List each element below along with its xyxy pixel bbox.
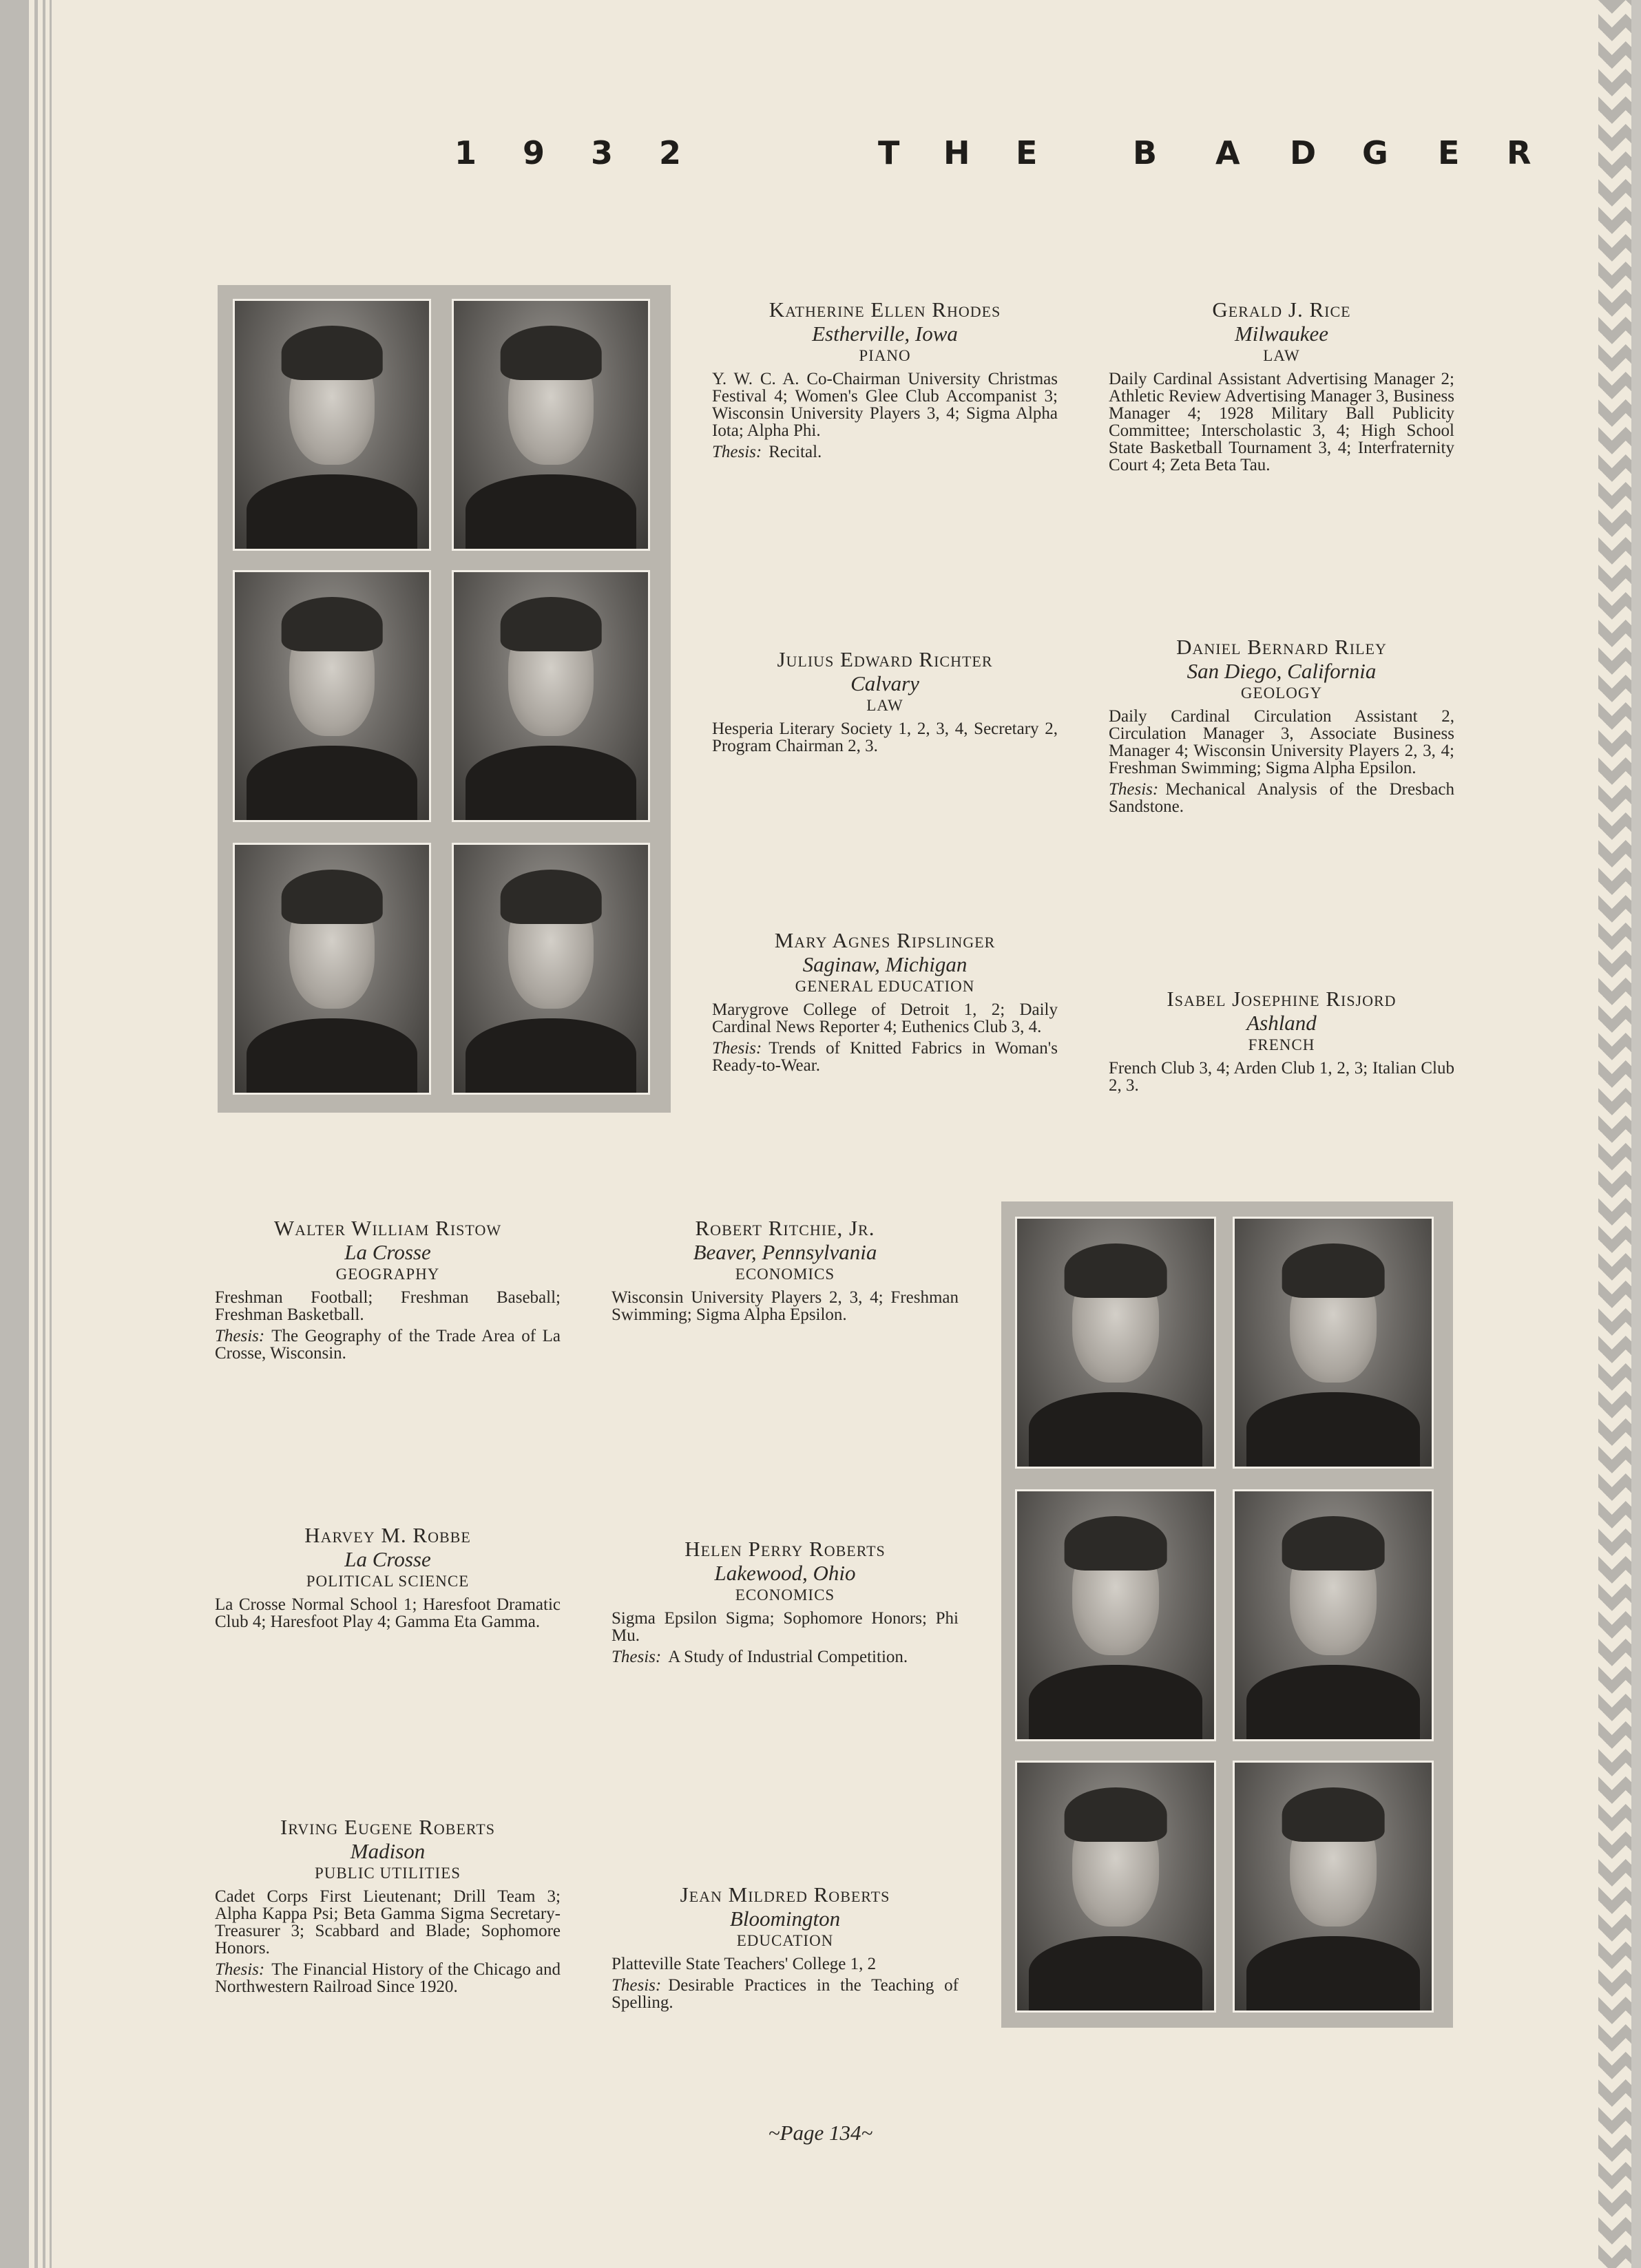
entry-name: Julius Edward Richter bbox=[777, 647, 993, 671]
entry-name: Robert Ritchie, Jr. bbox=[695, 1216, 875, 1240]
entry-activities: Marygrove College of Detroit 1, 2; Daily Cardinal News Reporter 4; Euthenics Club 3, 4. bbox=[712, 1000, 1058, 1036]
entry-activities: Daily Cardinal Assistant Advertising Manager 2; Athletic Review Advertising Manager 3, Business Manager 4; 1928 Military Ball Publicity Committee; Interscholastic 3, 4; High School State Basketball Tournament 3, 4; Interfraternity Court 4; Zeta Beta Tau. bbox=[1109, 370, 1454, 474]
entry-riley bbox=[1109, 635, 1454, 815]
entry-town: Beaver, Pennsylvania bbox=[693, 1240, 877, 1264]
entry-name: Isabel Josephine Risjord bbox=[1167, 987, 1397, 1011]
entry-activities: Hesperia Literary Society 1, 2, 3, 4, Secretary 2, Program Chairman 2, 3. bbox=[712, 720, 1058, 755]
entry-name: Irving Eugene Roberts bbox=[280, 1815, 495, 1839]
photo-panel-top bbox=[218, 285, 671, 1113]
portrait-helen-roberts bbox=[1233, 1489, 1434, 1741]
portrait-ripslinger bbox=[233, 843, 431, 1095]
entry-risjord bbox=[1109, 987, 1454, 1094]
entry-activities: Cadet Corps First Lieutenant; Drill Team 3; Alpha Kappa Psi; Beta Gamma Sigma Secretary-Treasurer 3; Scabbard and Blade; Sophomore Honors. bbox=[215, 1887, 561, 1957]
entry-thesis: Thesis: Mechanical Analysis of the Dresbach Sandstone. bbox=[1109, 780, 1454, 816]
entry-richter bbox=[712, 647, 1058, 755]
entry-major: ECONOMICS bbox=[735, 1266, 835, 1283]
entry-name: Walter William Ristow bbox=[273, 1216, 502, 1240]
entry-thesis: Thesis: Desirable Practices in the Teaching of Spelling. bbox=[612, 1976, 959, 2012]
entry-rhodes bbox=[712, 297, 1058, 461]
entry-name: Jean Mildred Roberts bbox=[680, 1882, 890, 1907]
entry-town: Estherville, Iowa bbox=[812, 322, 958, 346]
entry-major: ECONOMICS bbox=[735, 1586, 835, 1604]
entry-ripslinger bbox=[712, 928, 1058, 1074]
portrait-irving-roberts bbox=[1015, 1761, 1216, 2013]
entry-activities: Sigma Epsilon Sigma; Sophomore Honors; Phi Mu. bbox=[612, 1609, 959, 1645]
entry-activities: La Crosse Normal School 1; Haresfoot Dramatic Club 4; Haresfoot Play 4; Gamma Eta Gamma. bbox=[215, 1595, 561, 1631]
entry-irving-roberts bbox=[215, 1815, 561, 1995]
photo-panel-bottom bbox=[1001, 1201, 1453, 2028]
header-year: 1 9 3 2 bbox=[454, 134, 682, 171]
entry-name: Daniel Bernard Riley bbox=[1176, 635, 1387, 659]
entry-robbe bbox=[215, 1523, 561, 1630]
header-title: T H E B A D G E R bbox=[878, 134, 1532, 171]
entry-town: Calvary bbox=[850, 671, 919, 695]
entry-major: PIANO bbox=[859, 347, 911, 364]
entry-major: LAW bbox=[1263, 347, 1300, 364]
entry-town: Lakewood, Ohio bbox=[714, 1561, 856, 1585]
entry-major: GEOLOGY bbox=[1240, 684, 1323, 702]
entry-town: San Diego, California bbox=[1187, 659, 1377, 683]
entry-activities: Y. W. C. A. Co-Chairman University Christmas Festival 4; Women's Glee Club Accompanist 3; Wisconsin University Players 3, 4; Sigma Alpha Iota; Alpha Phi. bbox=[712, 370, 1058, 440]
entry-major: POLITICAL SCIENCE bbox=[306, 1573, 470, 1590]
entry-thesis: Thesis: The Geography of the Trade Area of La Crosse, Wisconsin. bbox=[215, 1327, 561, 1363]
entry-ristow bbox=[215, 1216, 561, 1362]
left-decorative-border bbox=[0, 0, 55, 2268]
portrait-rhodes bbox=[233, 299, 431, 551]
portrait-richter bbox=[233, 570, 431, 822]
entry-town: Madison bbox=[350, 1839, 426, 1863]
entry-name: Harvey M. Robbe bbox=[304, 1523, 471, 1547]
entry-major: PUBLIC UTILITIES bbox=[314, 1865, 461, 1882]
entry-town: Bloomington bbox=[729, 1907, 841, 1931]
entry-activities: Wisconsin University Players 2, 3, 4; Freshman Swimming; Sigma Alpha Epsilon. bbox=[612, 1288, 959, 1324]
portrait-risjord bbox=[452, 843, 650, 1095]
entry-thesis: Thesis: Recital. bbox=[712, 443, 822, 461]
entry-thesis: Thesis: A Study of Industrial Competition. bbox=[612, 1648, 908, 1666]
entry-activities: Platteville State Teachers' College 1, 2 bbox=[612, 1955, 877, 1973]
entry-rice bbox=[1109, 297, 1454, 474]
entry-major: FRENCH bbox=[1248, 1036, 1315, 1053]
entry-ritchie bbox=[612, 1216, 959, 1323]
entry-major: EDUCATION bbox=[736, 1932, 834, 1949]
entry-town: La Crosse bbox=[344, 1547, 431, 1571]
entry-helen-roberts bbox=[612, 1537, 959, 1666]
entry-name: Katherine Ellen Rhodes bbox=[769, 297, 1001, 322]
entry-thesis: Thesis: The Financial History of the Chicago and Northwestern Railroad Since 1920. bbox=[215, 1960, 561, 1996]
right-edge-band bbox=[1631, 0, 1641, 2268]
entry-major: LAW bbox=[866, 697, 903, 714]
entry-town: Saginaw, Michigan bbox=[802, 952, 968, 976]
portrait-rice bbox=[452, 299, 650, 551]
entry-major: GEOGRAPHY bbox=[335, 1266, 440, 1283]
entry-activities: French Club 3, 4; Arden Club 1, 2, 3; Italian Club 2, 3. bbox=[1109, 1059, 1454, 1095]
entry-name: Gerald J. Rice bbox=[1212, 297, 1351, 322]
entry-town: Ashland bbox=[1246, 1011, 1317, 1035]
portrait-ristow bbox=[1015, 1217, 1216, 1469]
portrait-robbe bbox=[1015, 1489, 1216, 1741]
entry-activities: Daily Cardinal Circulation Assistant 2, Circulation Manager 3, Associate Business Manager 4; Wisconsin University Players 2, 3, 4; Freshman Swimming; Sigma Alpha Epsilon. bbox=[1109, 707, 1454, 777]
portrait-ritchie bbox=[1233, 1217, 1434, 1469]
portrait-jean-roberts bbox=[1233, 1761, 1434, 2013]
entry-thesis: Thesis: Trends of Knitted Fabrics in Woman's Ready-to-Wear. bbox=[712, 1039, 1058, 1075]
page-number: ~Page 134~ bbox=[768, 2121, 873, 2145]
entry-jean-roberts bbox=[612, 1882, 959, 2011]
entry-name: Mary Agnes Ripslinger bbox=[774, 928, 996, 952]
entry-name: Helen Perry Roberts bbox=[684, 1537, 886, 1561]
entry-town: La Crosse bbox=[344, 1240, 431, 1264]
entry-activities: Freshman Football; Freshman Baseball; Freshman Basketball. bbox=[215, 1288, 561, 1324]
entry-town: Milwaukee bbox=[1234, 322, 1328, 346]
entry-major: GENERAL EDUCATION bbox=[795, 978, 975, 995]
portrait-riley bbox=[452, 570, 650, 822]
